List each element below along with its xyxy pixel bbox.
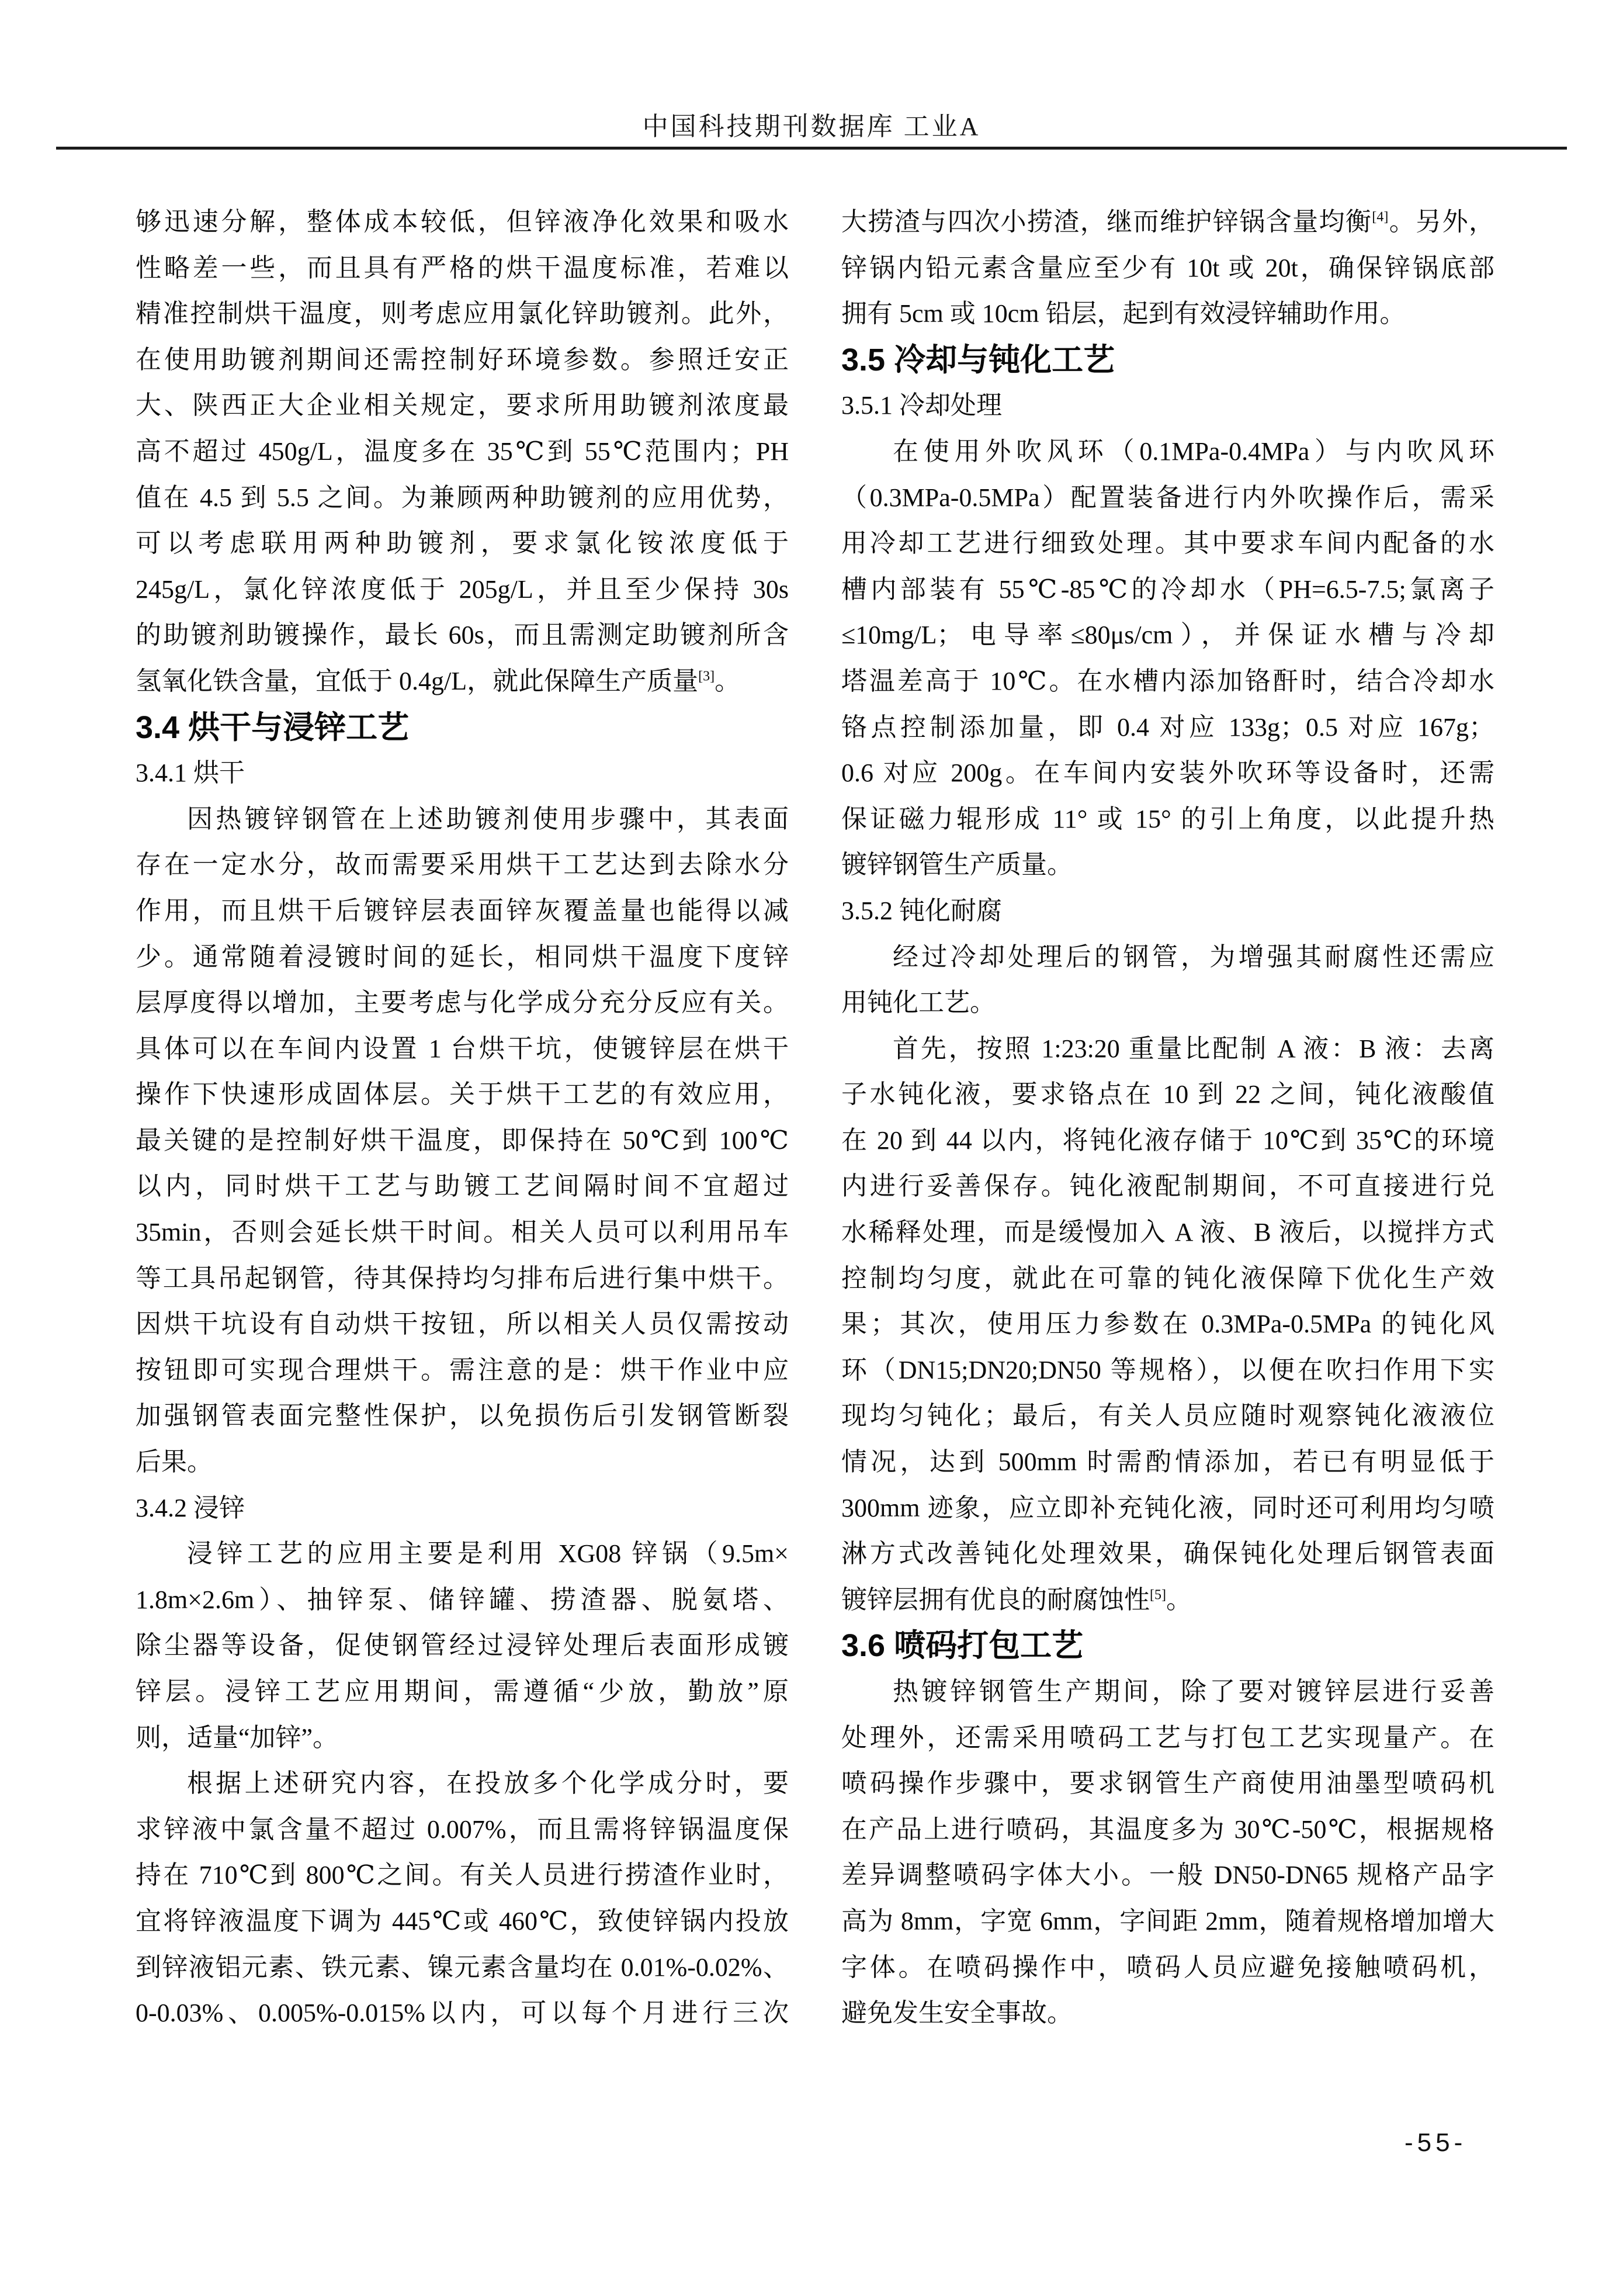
text-line: 1.8m×2.6m）、抽锌泵、储锌罐、捞渣器、脱氨塔、 xyxy=(136,1585,789,1614)
text-line: 300mm 迹象，应立即补充钝化液，同时还可利用均匀喷 xyxy=(841,1493,1494,1522)
text-line: （0.3MPa-0.5MPa）配置装备进行内外吹操作后，需采 xyxy=(841,483,1494,512)
text-line: 0-0.03%、0.005%-0.015%以内，可以每个月进行三次 xyxy=(136,1999,789,2028)
text-line: 到锌液铝元素、铁元素、镍元素含量均在 0.01%-0.02%、 xyxy=(136,1952,789,1982)
text-line: 水稀释处理，而是缓慢加入 A 液、B 液后，以搅拌方式 xyxy=(841,1218,1494,1247)
text-line: 因热镀锌钢管在上述助镀剂使用步骤中，其表面 xyxy=(187,804,789,833)
text-line: 锌层。浸锌工艺应用期间，需遵循“少放，勤放”原 xyxy=(136,1677,789,1706)
text-line: 够迅速分解，整体成本较低，但锌液净化效果和吸水 xyxy=(136,207,789,236)
section-heading: 3.4 烘干与浸锌工艺 xyxy=(136,709,410,745)
text-line: 在 20 到 44 以内，将钝化液存储于 10℃到 35℃的环境 xyxy=(841,1126,1494,1155)
subsection-heading: 3.4.1 烘干 xyxy=(136,759,245,788)
journal-header: 中国科技期刊数据库 工业A xyxy=(642,112,981,141)
text-line: 存在一定水分，故而需要采用烘干工艺达到去除水分 xyxy=(136,850,789,879)
text-line: 镀锌层拥有优良的耐腐蚀性[5]。 xyxy=(841,1585,1192,1614)
text-line: 根据上述研究内容，在投放多个化学成分时，要 xyxy=(187,1769,789,1798)
text-line: 字体。在喷码操作中，喷码人员应避免接触喷码机， xyxy=(841,1952,1494,1982)
text-line: 大、陕西正大企业相关规定，要求所用助镀剂浓度最 xyxy=(136,391,789,420)
text-line: 持在 710℃到 800℃之间。有关人员进行捞渣作业时， xyxy=(136,1861,789,1890)
text-line: 精准控制烘干温度，则考虑应用氯化锌助镀剂。此外， xyxy=(136,299,789,328)
text-line: 后果。 xyxy=(136,1447,213,1477)
text-line: 245g/L，氯化锌浓度低于 205g/L，并且至少保持 30s xyxy=(136,574,789,604)
text-line: 控制均匀度，就此在可靠的钝化液保障下优化生产效 xyxy=(841,1263,1494,1293)
page-number: -55- xyxy=(1404,2128,1467,2157)
text-line: 浸锌工艺的应用主要是利用 XG08 锌锅（9.5m× xyxy=(187,1539,789,1568)
text-line: 用冷却工艺进行细致处理。其中要求车间内配备的水 xyxy=(841,529,1494,558)
text-line: 宜将锌液温度下调为 445℃或 460℃，致使锌锅内投放 xyxy=(136,1906,789,1935)
text-line: 喷码操作步骤中，要求钢管生产商使用油墨型喷码机 xyxy=(841,1769,1494,1798)
text-line: 作用，而且烘干后镀锌层表面锌灰覆盖量也能得以减 xyxy=(136,896,789,925)
text-line: 锌锅内铅元素含量应至少有 10t 或 20t，确保锌锅底部 xyxy=(841,253,1494,282)
subsection-heading: 3.5.1 冷却处理 xyxy=(841,391,1002,420)
text-line: 淋方式改善钝化处理效果，确保钝化处理后钢管表面 xyxy=(841,1539,1494,1568)
text-line: 子水钝化液，要求铬点在 10 到 22 之间，钝化液酸值 xyxy=(841,1080,1494,1109)
text-line: 避免发生安全事故。 xyxy=(841,1999,1073,2028)
text-line: 在使用助镀剂期间还需控制好环境参数。参照迁安正 xyxy=(136,345,789,374)
text-column-left xyxy=(136,199,789,2037)
text-line: 情况，达到 500mm 时需酌情添加，若已有明显低于 xyxy=(841,1447,1494,1477)
text-line: 可以考虑联用两种助镀剂，要求氯化铵浓度低于 xyxy=(136,529,789,558)
text-line: 铬点控制添加量，即 0.4 对应 133g；0.5 对应 167g； xyxy=(841,712,1494,742)
text-line: 塔温差高于 10℃。在水槽内添加铬酐时，结合冷却水 xyxy=(841,666,1494,695)
text-line: 差异调整喷码字体大小。一般 DN50-DN65 规格产品字 xyxy=(841,1861,1494,1890)
text-line: 少。通常随着浸镀时间的延长，相同烘干温度下度锌 xyxy=(136,942,789,971)
text-line: 性略差一些，而且具有严格的烘干温度标准，若难以 xyxy=(136,253,789,282)
text-line: 操作下快速形成固体层。关于烘干工艺的有效应用， xyxy=(136,1080,789,1109)
text-line: 保证磁力辊形成 11° 或 15° 的引上角度，以此提升热 xyxy=(841,804,1494,833)
text-line: 因烘干坑设有自动烘干按钮，所以相关人员仅需按动 xyxy=(136,1310,789,1339)
text-line: 氢氧化铁含量，宜低于 0.4g/L，就此保障生产质量[3]。 xyxy=(136,666,741,695)
text-line: 处理外，还需采用喷码工艺与打包工艺实现量产。在 xyxy=(841,1723,1494,1752)
text-line: 加强钢管表面完整性保护，以免损伤后引发钢管断裂 xyxy=(136,1401,789,1431)
text-line: 高为 8mm，字宽 6mm，字间距 2mm，随着规格增加增大 xyxy=(841,1906,1494,1935)
text-line: 首先，按照 1:23:20 重量比配制 A 液：B 液：去离 xyxy=(893,1034,1494,1063)
text-line: 内进行妥善保存。钝化液配制期间，不可直接进行兑 xyxy=(841,1172,1494,1201)
subsection-heading: 3.4.2 浸锌 xyxy=(136,1493,245,1522)
text-line: 高不超过 450g/L，温度多在 35℃到 55℃范围内；PH xyxy=(136,437,789,466)
text-line: 以内，同时烘干工艺与助镀工艺间隔时间不宜超过 xyxy=(136,1172,789,1201)
text-line: 的助镀剂助镀操作，最长 60s，而且需测定助镀剂所含 xyxy=(136,621,789,650)
section-heading: 3.6 喷码打包工艺 xyxy=(841,1628,1084,1664)
section-heading: 3.5 冷却与钝化工艺 xyxy=(841,342,1115,378)
text-line: 现均匀钝化；最后，有关人员应随时观察钝化液液位 xyxy=(841,1401,1494,1431)
text-line: 最关键的是控制好烘干温度，即保持在 50℃到 100℃ xyxy=(136,1126,789,1155)
subsection-heading: 3.5.2 钝化耐腐 xyxy=(841,896,1002,925)
text-line: 镀锌钢管生产质量。 xyxy=(841,850,1073,879)
text-line: 用钝化工艺。 xyxy=(841,988,996,1017)
text-line: 大捞渣与四次小捞渣，继而维护锌锅含量均衡[4]。另外， xyxy=(841,207,1495,236)
text-column-right xyxy=(841,199,1494,2037)
citation-marker: [3] xyxy=(698,669,715,684)
text-line: 环（DN15;DN20;DN50 等规格），以便在吹扫作用下实 xyxy=(841,1355,1494,1384)
text-line: 按钮即可实现合理烘干。需注意的是：烘干作业中应 xyxy=(136,1355,789,1384)
citation-marker: [5] xyxy=(1150,1587,1166,1603)
text-line: 0.6 对应 200g。在车间内安装外吹环等设备时，还需 xyxy=(841,759,1494,788)
text-line: 具体可以在车间内设置 1 台烘干坑，使镀锌层在烘干 xyxy=(136,1034,789,1063)
text-line: 果；其次，使用压力参数在 0.3MPa-0.5MPa 的钝化风 xyxy=(841,1310,1494,1339)
text-line: 则，适量“加锌”。 xyxy=(136,1723,339,1752)
citation-marker: [4] xyxy=(1372,209,1389,225)
text-line: 槽内部装有 55℃-85℃的冷却水（PH=6.5-7.5;氯离子 xyxy=(841,574,1494,604)
text-line: 热镀锌钢管生产期间，除了要对镀锌层进行妥善 xyxy=(893,1677,1494,1706)
text-line: 等工具吊起钢管，待其保持均匀排布后进行集中烘干。 xyxy=(136,1263,789,1293)
header-rule xyxy=(56,147,1567,150)
text-line: ≤10mg/L；电导率≤80μs/cm），并保证水槽与冷却 xyxy=(841,621,1494,650)
text-line: 在产品上进行喷码，其温度多为 30℃-50℃，根据规格 xyxy=(841,1814,1494,1844)
text-line: 拥有 5cm 或 10cm 铅层，起到有效浸锌辅助作用。 xyxy=(841,299,1406,328)
text-line: 经过冷却处理后的钢管，为增强其耐腐性还需应 xyxy=(893,942,1494,971)
text-line: 层厚度得以增加，主要考虑与化学成分充分反应有关。 xyxy=(136,988,789,1017)
text-line: 除尘器等设备，促使钢管经过浸锌处理后表面形成镀 xyxy=(136,1631,789,1660)
text-line: 求锌液中氯含量不超过 0.007%，而且需将锌锅温度保 xyxy=(136,1814,789,1844)
text-line: 在使用外吹风环（0.1MPa-0.4MPa）与内吹风环 xyxy=(893,437,1494,466)
text-line: 值在 4.5 到 5.5 之间。为兼顾两种助镀剂的应用优势， xyxy=(136,483,789,512)
text-line: 35min，否则会延长烘干时间。相关人员可以利用吊车 xyxy=(136,1218,789,1247)
